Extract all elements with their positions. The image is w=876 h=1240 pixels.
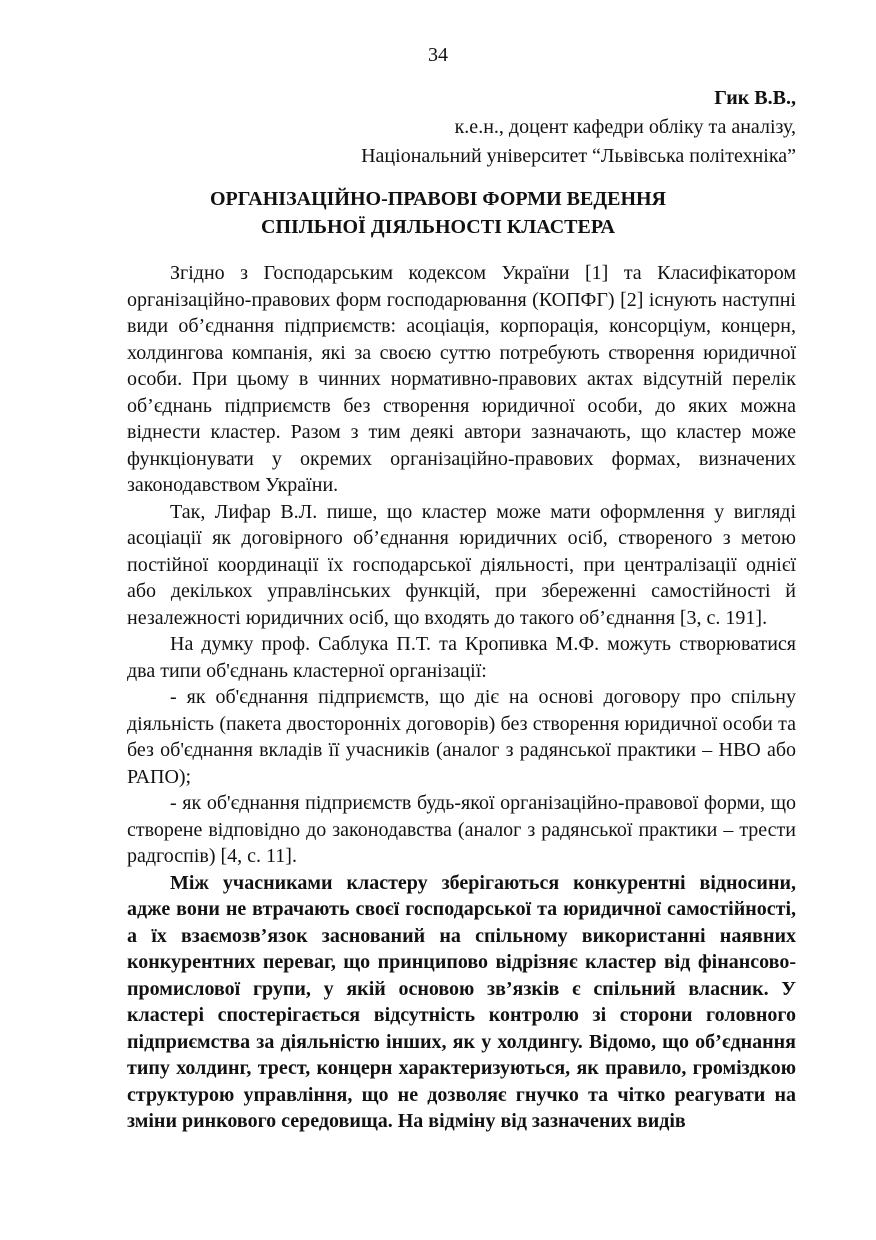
list-item-1: - як об'єднання підприємств, що діє на основі договору про спільну діяльність (пакета двосторонніх договорів) без створення юридичної особи та без об'єднання вкладів її учасників (аналог з радянської практики – НВО або РАПО); (127, 686, 796, 788)
paragraph-3: На думку проф. Саблука П.Т. та Кропивка М.Ф. можуть створюватися два типи об'єднань кластерної організації: (127, 633, 796, 682)
paragraph-2: Так, Лифар В.Л. пише, що кластер може мати оформлення у вигляді асоціації як договірного об’єднання юридичних осіб, створеного з метою постійної координації їх господарської діяльності, при централізації однієї або декількох управлінських функцій, при збереженні самостійності й незалежності юридичних осіб, що входять до такого об’єднання [3, с. 191]. (127, 500, 796, 629)
paragraph-bold: Між учасниками кластеру зберігаються конкурентні відносини, адже вони не втрачають своєї господарської та юридичної самостійності, а їх взаємозв’язок заснований на спільному використанні наявних конкурентних переваг, що принципово відрізняє кластер від фінансово-промислової групи, у якій основою зв’язків є спільний власник. У кластері спостерігається відсутність контролю зі сторони головного підприємства за діяльністю інших, як у холдингу. Відомо, що об’єднання типу холдинг, трест, концерн характеризуються, як правило, громіздкою структурою управління, що не дозволяє гнучко та чітко реагувати на зміни ринкового середовища. На відміну від зазначених видів (127, 871, 796, 1132)
author-institution: Національний університет “Львівська політехніка” (361, 145, 796, 167)
article-body (127, 260, 796, 1135)
title-line-2: СПІЛЬНОЇ ДІЯЛЬНОСТІ КЛАСТЕРА (261, 216, 615, 238)
paragraph-1: Згідно з Господарським кодексом України [1] та Класифікатором організаційно-правових форм господарювання (КОПФГ) [2] існують наступні види об’єднання підприємств: асоціація, корпорація, консорціум, концерн, холдингова компанія, які за своєю суттю потребують створення юридичної особи. При цьому в чинних нормативно-правових актах відсутній перелік об’єднань підприємств без створення юридичної особи, до яких можна віднести кластер. Разом з тим деякі автори зазначають, що кластер може функціонувати у окремих організаційно-правових формах, визначених законодавством України. (127, 262, 796, 496)
page-number: 34 (428, 44, 448, 66)
author-block (361, 84, 796, 171)
author-name: Гик В.В., (714, 87, 796, 109)
article-title (80, 185, 796, 241)
author-position: к.е.н., доцент кафедри обліку та аналізу, (454, 116, 796, 138)
list-item-2: - як об'єднання підприємств будь-якої організаційно-правової форми, що створене відповідно до законодавства (аналог з радянської практики – трести радгоспів) [4, с. 11]. (127, 792, 796, 867)
title-line-1: ОРГАНІЗАЦІЙНО-ПРАВОВІ ФОРМИ ВЕДЕННЯ (209, 188, 667, 210)
